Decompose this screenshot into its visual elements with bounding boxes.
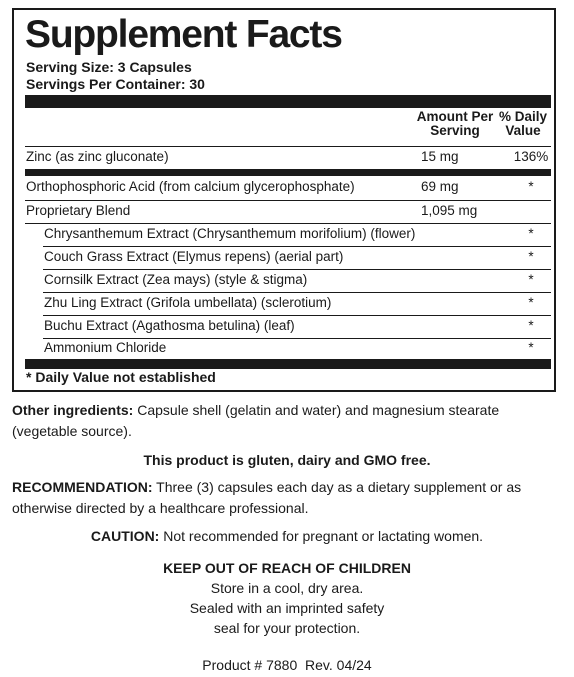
blend-daily-value: * <box>528 272 534 287</box>
thick-divider-bottom <box>25 359 551 369</box>
blend-row <box>25 224 551 246</box>
serving-size: Serving Size: 3 Capsules <box>26 59 192 75</box>
caution-text: Not recommended for pregnant or lactating women. <box>159 528 484 544</box>
blend-row <box>25 270 551 292</box>
nutrient-name: Zinc (as zinc gluconate) <box>26 149 169 164</box>
blend-row <box>25 338 551 360</box>
blend-ingredient-name: Zhu Ling Extract (Grifola umbellata) (sclerotium) <box>44 295 332 310</box>
blend-daily-value: * <box>528 249 534 264</box>
blend-ingredient-name: Buchu Extract (Agathosma betulina) (leaf) <box>44 318 295 333</box>
thick-divider-top <box>25 95 551 108</box>
blend-daily-value: * <box>528 340 534 355</box>
nutrient-name: Orthophosphoric Acid (from calcium glycerophosphate) <box>26 179 355 194</box>
column-header-dv-line2: Value <box>505 123 541 138</box>
nutrient-row <box>25 177 551 199</box>
nutrient-daily-value: * <box>528 179 534 194</box>
blend-ingredient-name: Couch Grass Extract (Elymus repens) (aerial part) <box>44 249 344 264</box>
daily-value-footnote: * Daily Value not established <box>26 369 216 385</box>
nutrient-amount: 15 mg <box>421 149 459 164</box>
blend-daily-value: * <box>528 295 534 310</box>
nutrient-amount: 1,095 mg <box>421 203 478 218</box>
nutrient-amount: 69 mg <box>421 179 459 194</box>
keep-out-warning: KEEP OUT OF REACH OF CHILDREN <box>163 560 411 576</box>
recommendation-text: Three (3) capsules each day as a dietary supplement or as otherwise directed by a healthcare professional. <box>12 479 522 516</box>
nutrient-row <box>25 201 551 223</box>
other-ingredients-text: Capsule shell (gelatin and water) and magnesium stearate (vegetable source). <box>12 402 500 439</box>
other-ingredients-label: Other ingredients: <box>12 402 134 418</box>
blend-row <box>25 247 551 269</box>
allergen-statement: This product is gluten, dairy and GMO free. <box>143 452 431 468</box>
blend-row <box>25 293 551 315</box>
product-revision: Product # 7880 Rev. 04/24 <box>202 657 372 673</box>
blend-daily-value: * <box>528 226 534 241</box>
recommendation <box>12 477 562 519</box>
nutrient-row <box>25 147 551 169</box>
nutrient-daily-value: 136% <box>513 149 549 164</box>
blend-ingredient-name: Chrysanthemum Extract (Chrysanthemum morifolium) (flower) <box>44 226 416 241</box>
column-header-amount <box>410 110 500 138</box>
storage-line: seal for your protection. <box>213 620 361 636</box>
supplement-facts-panel <box>12 8 556 392</box>
thick-divider-middle <box>25 169 551 176</box>
panel-title: Supplement Facts <box>25 13 342 56</box>
blend-daily-value: * <box>528 318 534 333</box>
caution-label: CAUTION: <box>90 528 160 544</box>
servings-per-container: Servings Per Container: 30 <box>26 76 205 92</box>
nutrient-name: Proprietary Blend <box>26 203 131 218</box>
column-header-dv-line1: % Daily <box>498 109 548 124</box>
other-ingredients <box>12 400 562 442</box>
storage-line: Sealed with an imprinted safety <box>189 600 385 616</box>
storage-line: Store in a cool, dry area. <box>210 580 364 596</box>
blend-ingredient-name: Cornsilk Extract (Zea mays) (style & stigma) <box>44 272 308 287</box>
column-header-daily-value <box>498 110 548 138</box>
blend-ingredient-name: Ammonium Chloride <box>44 340 167 355</box>
column-header-amount-line2: Serving <box>430 123 480 138</box>
recommendation-label: RECOMMENDATION: <box>12 479 153 495</box>
caution-statement <box>0 526 574 547</box>
column-header-amount-line1: Amount Per <box>416 109 494 124</box>
blend-row <box>25 316 551 338</box>
